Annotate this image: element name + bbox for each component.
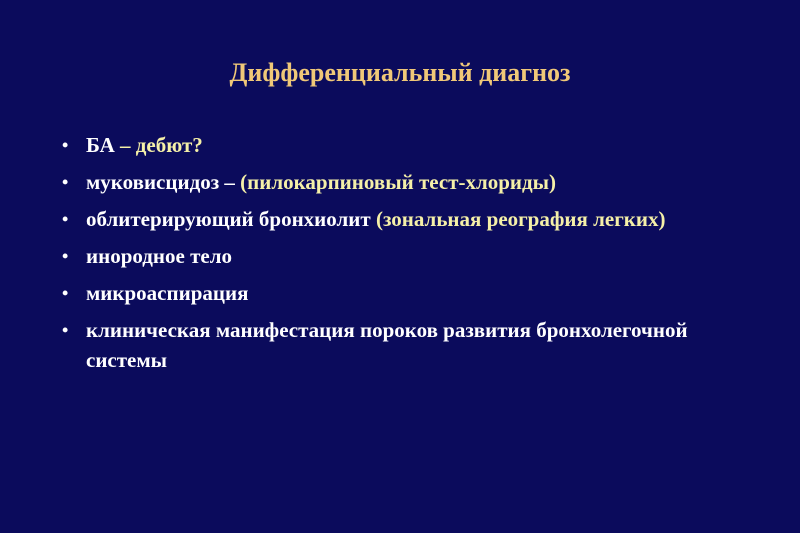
list-item [62,278,762,308]
bullet-icon: • [62,320,69,340]
item-note: (зональная реография легких) [375,207,666,231]
list-item [62,315,762,375]
item-note: (пилокарпиновый тест-хлориды) [240,170,557,194]
list-item [62,167,762,197]
item-text: инородное тело [86,244,232,268]
list-item [62,130,762,160]
bullet-icon: • [62,283,69,303]
item-text: микроаспирация [86,281,249,305]
list-item [62,241,762,271]
item-text: БА [86,133,115,157]
item-text: облитерирующий бронхиолит [86,207,376,231]
bullet-icon: • [62,172,69,192]
item-text: муковисцидоз – [86,170,241,194]
bullet-icon: • [62,135,69,155]
bullet-icon: • [62,246,69,266]
bullet-icon: • [62,209,69,229]
slide-title: Дифференциальный диагноз [229,58,571,87]
item-note: – дебют? [114,133,203,157]
item-text: клиническая манифестация пороков развития бронхолегочной системы [86,318,688,372]
bullet-list [62,130,762,382]
list-item [62,204,762,234]
